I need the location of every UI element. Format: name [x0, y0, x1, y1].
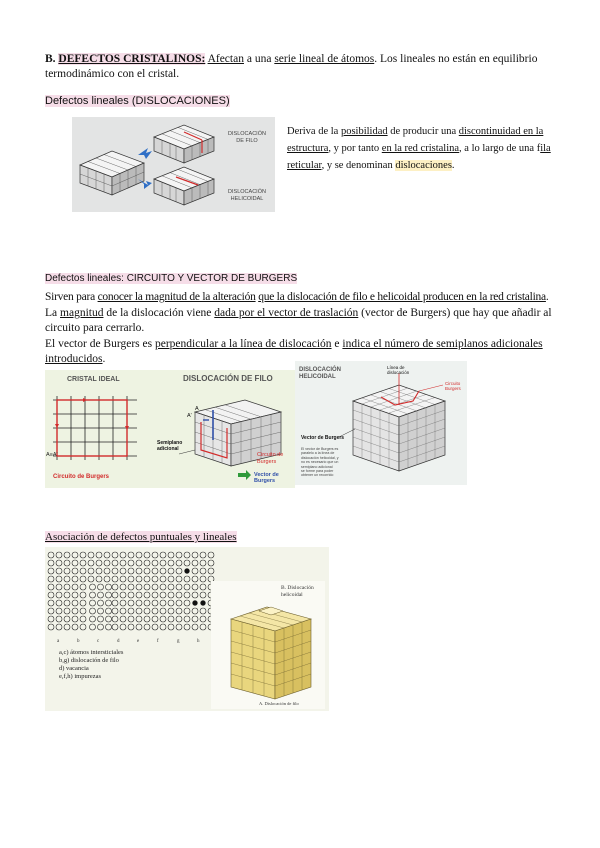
atom [168, 616, 174, 622]
atom [98, 592, 104, 598]
atom [72, 560, 78, 566]
atom [144, 584, 150, 590]
estructura-word: estructura [287, 143, 329, 154]
atom [98, 624, 104, 630]
atom [192, 568, 198, 574]
atom [192, 552, 198, 558]
atom [160, 568, 166, 574]
atom [112, 616, 118, 622]
atom [90, 608, 96, 614]
atom [96, 576, 102, 582]
atom [160, 552, 166, 558]
atom [200, 608, 206, 614]
burgers-paragraph [45, 290, 565, 368]
atom [64, 616, 70, 622]
atom [160, 592, 166, 598]
atom [168, 608, 174, 614]
atom [200, 576, 206, 582]
atom [48, 568, 54, 574]
atom-grid [47, 551, 217, 641]
atom [200, 624, 206, 630]
atom [176, 624, 182, 630]
atom [112, 560, 118, 566]
legend-item-d: d) vacancia [59, 665, 89, 672]
atom [184, 584, 190, 590]
atom [64, 568, 70, 574]
atom [104, 576, 110, 582]
legend-item-bg: b,g) dislocación de filo [59, 657, 119, 664]
atom [96, 560, 102, 566]
section-b-line1 [45, 52, 565, 67]
atom [128, 600, 134, 606]
burgers-line-2 [45, 306, 565, 322]
letter-d: d [117, 639, 120, 644]
atom [168, 552, 174, 558]
atom [98, 584, 104, 590]
atom [136, 624, 142, 630]
atom [144, 568, 150, 574]
atom [90, 600, 96, 606]
atom [144, 616, 150, 622]
desc-text-6: . [451, 160, 455, 171]
posibilidad-word: posibilidad [340, 126, 388, 137]
atom [90, 624, 96, 630]
section-b-text2: . Los lineales no están en equilibrio [374, 53, 538, 65]
atom [160, 584, 166, 590]
atom [120, 560, 126, 566]
letter-c: c [97, 639, 100, 644]
atom [184, 608, 190, 614]
atom [98, 608, 104, 614]
atom [192, 624, 198, 630]
atom [176, 616, 182, 622]
atom [56, 560, 62, 566]
ideal-title: CRISTAL IDEAL [67, 376, 120, 383]
atom [72, 600, 78, 606]
helicoidal-figure [295, 361, 467, 485]
atom [56, 600, 62, 606]
atom [192, 616, 198, 622]
desc-text-3: , y por tanto [328, 143, 382, 154]
atom [104, 560, 110, 566]
atom [168, 600, 174, 606]
red-cristalina-word: en la red cristalina [381, 143, 460, 154]
cube-panel [211, 581, 325, 709]
atom [168, 584, 174, 590]
burgers-b-w1: magnitud [60, 306, 104, 319]
burgers-e-w1: introducidos [45, 353, 103, 365]
desc-text-1: Deriva de la [287, 126, 341, 137]
atom [184, 600, 190, 606]
burgers-a2: . [545, 291, 549, 303]
atom [112, 552, 118, 558]
atom [56, 624, 62, 630]
burgers-line-1 [45, 290, 565, 306]
desc-text-5: , y se denominan [321, 160, 396, 171]
atom [152, 568, 158, 574]
atom [168, 624, 174, 630]
atom [64, 608, 70, 614]
atom [88, 576, 94, 582]
atom [48, 576, 54, 582]
atom [120, 568, 126, 574]
atom [184, 560, 190, 566]
atom [120, 552, 126, 558]
section-b-text: a una [243, 53, 275, 65]
atom [106, 624, 112, 630]
a-prime-label: A' [187, 413, 192, 419]
atom [80, 552, 86, 558]
atom [128, 552, 134, 558]
atom [88, 568, 94, 574]
burgers-line-3: circuito para cerrarlo. [45, 322, 145, 334]
atom [120, 600, 126, 606]
atom [112, 600, 118, 606]
atom [80, 608, 86, 614]
atom [48, 624, 54, 630]
circuito-label: Circuito de Burgers [53, 474, 110, 480]
atom [136, 568, 142, 574]
atom [200, 592, 206, 598]
atom [112, 608, 118, 614]
atom [64, 560, 70, 566]
atom [96, 568, 102, 574]
atom [64, 552, 70, 558]
atom [136, 616, 142, 622]
atom [152, 560, 158, 566]
atom [144, 600, 150, 606]
asociacion-figure [45, 547, 329, 711]
atom [128, 576, 134, 582]
atom [72, 624, 78, 630]
section-b-line2: termodinámico con el cristal. [45, 68, 180, 80]
serie-lineal: serie lineal de átomos [274, 53, 375, 65]
a-label: A [195, 406, 199, 412]
atom [184, 576, 190, 582]
burgers-b2: de la dislocación viene [103, 306, 215, 319]
filo-label: A. Dislocación de filo [259, 701, 299, 706]
atom [208, 552, 214, 558]
atom [120, 592, 126, 598]
atom [64, 592, 70, 598]
atom [72, 568, 78, 574]
circuito-b-label: Circuito de Burgers [257, 452, 284, 465]
desc-text-2: de producir una [387, 126, 459, 137]
atom [176, 576, 182, 582]
atom [112, 592, 118, 598]
atom [106, 608, 112, 614]
legend [59, 649, 123, 681]
letter-g: g [177, 639, 180, 644]
atom [185, 569, 190, 574]
atom [112, 584, 118, 590]
atom [152, 616, 158, 622]
atom [160, 576, 166, 582]
letter-a: a [57, 639, 60, 644]
atom [120, 576, 126, 582]
lineales-heading [45, 95, 230, 107]
atom [72, 552, 78, 558]
atom [152, 576, 158, 582]
burgers-d-w2: indica el número de semiplanos adicionales [342, 337, 543, 350]
atom [176, 600, 182, 606]
atom [112, 576, 118, 582]
circuito-c-label: Circuito Burgers [445, 381, 461, 391]
lineales-heading-text: Defectos lineales (DISLOCACIONES) [45, 95, 230, 107]
atom [176, 584, 182, 590]
atom [144, 592, 150, 598]
atom [56, 552, 62, 558]
aa-label: A≡A' [46, 452, 58, 458]
atom [56, 576, 62, 582]
atom [200, 616, 206, 622]
atom [98, 600, 104, 606]
atom [176, 560, 182, 566]
atom [192, 608, 198, 614]
atom [120, 608, 126, 614]
atom [160, 560, 166, 566]
asociacion-heading-text: Asociación de defectos puntuales y lineales [45, 531, 237, 543]
fig-label-filo: DISLOCACIÓN DE FILO [228, 131, 266, 144]
atom [72, 576, 78, 582]
burgers-d1: El vector de Burgers es [45, 337, 155, 350]
atom [144, 576, 150, 582]
atom [176, 552, 182, 558]
asociacion-heading [45, 531, 237, 543]
atom [128, 560, 134, 566]
atom [72, 584, 78, 590]
atom [128, 616, 134, 622]
atom [48, 552, 54, 558]
letter-h: h [197, 639, 200, 644]
linea-label: Línea de dislocación [387, 365, 410, 375]
burgers-b1: La [45, 306, 61, 319]
atom [106, 584, 112, 590]
atom [200, 568, 206, 574]
burgers-figure [45, 370, 295, 488]
burgers-b-w2: dada por el vector de traslación [214, 306, 359, 319]
atom [120, 624, 126, 630]
atom [112, 624, 118, 630]
burgers-a1: Sirven para [45, 291, 98, 303]
atom [56, 584, 62, 590]
burgers-a-w2: que la dislocación de filo e helicoidal producen en la red cristalina [258, 291, 546, 303]
atom [184, 624, 190, 630]
atom [112, 568, 118, 574]
letter-e: e [137, 639, 140, 644]
atom [128, 584, 134, 590]
heli-note: El vector de Burgers es paralelo a la línea de dislocación helicoidal, y no es necesario que un semiplano adicional se forme para poder obtener un recorrido [301, 447, 339, 478]
atom [80, 568, 86, 574]
burgers-e2: . [102, 353, 106, 365]
atom [104, 568, 110, 574]
atom [72, 616, 78, 622]
atom [64, 600, 70, 606]
atom [152, 592, 158, 598]
atom [64, 576, 70, 582]
atom [106, 616, 112, 622]
atom [90, 584, 96, 590]
atom [136, 584, 142, 590]
atom [200, 560, 206, 566]
atom [208, 560, 214, 566]
atom [152, 552, 158, 558]
atom [136, 592, 142, 598]
atom [56, 568, 62, 574]
atom [64, 624, 70, 630]
atom [48, 584, 54, 590]
burgers-d2: e [331, 337, 343, 350]
atom [48, 560, 54, 566]
burgers-line-4 [45, 337, 565, 353]
atom [90, 592, 96, 598]
atom [152, 600, 158, 606]
atom [192, 576, 198, 582]
dislocation-description [287, 123, 559, 174]
atom [160, 616, 166, 622]
atom [80, 600, 86, 606]
atom [192, 584, 198, 590]
atom [168, 568, 174, 574]
burgers-b3: (vector de Burgers) que hay que añadir al [358, 306, 552, 319]
atom [72, 608, 78, 614]
burgers-d-w1: perpendicular a la línea de dislocación [154, 337, 332, 350]
atom [80, 584, 86, 590]
atom [80, 624, 86, 630]
atom [104, 552, 110, 558]
atom [144, 560, 150, 566]
atom [184, 592, 190, 598]
fig-label-helicoidal: DISLOCACIÓN HELICOIDAL [228, 189, 266, 202]
atom [168, 576, 174, 582]
atom [168, 560, 174, 566]
semiplano-label: Semiplano adicional [157, 440, 183, 452]
atom [184, 616, 190, 622]
atom [184, 552, 190, 558]
atom [96, 552, 102, 558]
atom [192, 592, 198, 598]
atom [56, 616, 62, 622]
atom [200, 552, 206, 558]
atom [152, 608, 158, 614]
atom [152, 584, 158, 590]
atom [106, 600, 112, 606]
atom [64, 584, 70, 590]
atom [136, 608, 142, 614]
atom [88, 560, 94, 566]
atom [56, 592, 62, 598]
atom [90, 616, 96, 622]
vector-label: Vector de Burgers [254, 472, 279, 484]
atom [160, 624, 166, 630]
atom [168, 592, 174, 598]
atom [80, 560, 86, 566]
atom [176, 592, 182, 598]
atom [128, 592, 134, 598]
atom [128, 624, 134, 630]
atom [72, 592, 78, 598]
ila-word: ila [540, 143, 551, 154]
burgers-a-w1: conocer la magnitud de la alteración [97, 291, 256, 303]
atom [201, 601, 206, 606]
atom [80, 616, 86, 622]
atom [48, 592, 54, 598]
atom [160, 600, 166, 606]
heli-label: B. Dislocación helicoidal [281, 585, 314, 598]
burgers-heading-text: Defectos lineales: CIRCUITO Y VECTOR DE BURGERS [45, 273, 298, 284]
section-b-title: DEFECTOS CRISTALINOS: [58, 53, 206, 65]
burgers-heading [45, 273, 297, 284]
atom [48, 616, 54, 622]
atom [144, 608, 150, 614]
atom [136, 600, 142, 606]
atom [192, 560, 198, 566]
letter-f: f [157, 639, 159, 644]
discontinuidad-word: discontinuidad en la [458, 126, 544, 137]
reticular-word: reticular [287, 160, 322, 171]
afectan-word: Afectan [207, 53, 244, 65]
atom [200, 584, 206, 590]
atom [128, 608, 134, 614]
atom [106, 592, 112, 598]
atom [120, 616, 126, 622]
atom [152, 624, 158, 630]
vector-h-label: Vector de Burgers [301, 435, 345, 441]
atom [120, 584, 126, 590]
desc-text-4: , a lo largo de una f [459, 143, 541, 154]
legend-item-efh: e,f,h) impurezas [59, 673, 102, 680]
atom [160, 608, 166, 614]
atom [56, 608, 62, 614]
atom [128, 568, 134, 574]
atom [144, 624, 150, 630]
dislocations-figure [72, 117, 275, 212]
atom [136, 576, 142, 582]
atom [98, 616, 104, 622]
atom [193, 601, 198, 606]
atom [176, 568, 182, 574]
filo-title: DISLOCACIÓN DE FILO [183, 374, 273, 383]
atom [208, 568, 214, 574]
atom [88, 552, 94, 558]
legend-item-ac: a,c) átomos intersticiales [59, 649, 124, 656]
atom [80, 592, 86, 598]
atom [80, 576, 86, 582]
dislocaciones-word: dislocaciones [395, 160, 452, 171]
heli-title: DISLOCACIÓN HELICOIDAL [299, 367, 341, 380]
atom [48, 608, 54, 614]
atom [48, 600, 54, 606]
letter-b: b [77, 639, 80, 644]
atom [136, 560, 142, 566]
atom [176, 608, 182, 614]
atom [136, 552, 142, 558]
atom [144, 552, 150, 558]
section-b-label: B. [45, 53, 56, 65]
